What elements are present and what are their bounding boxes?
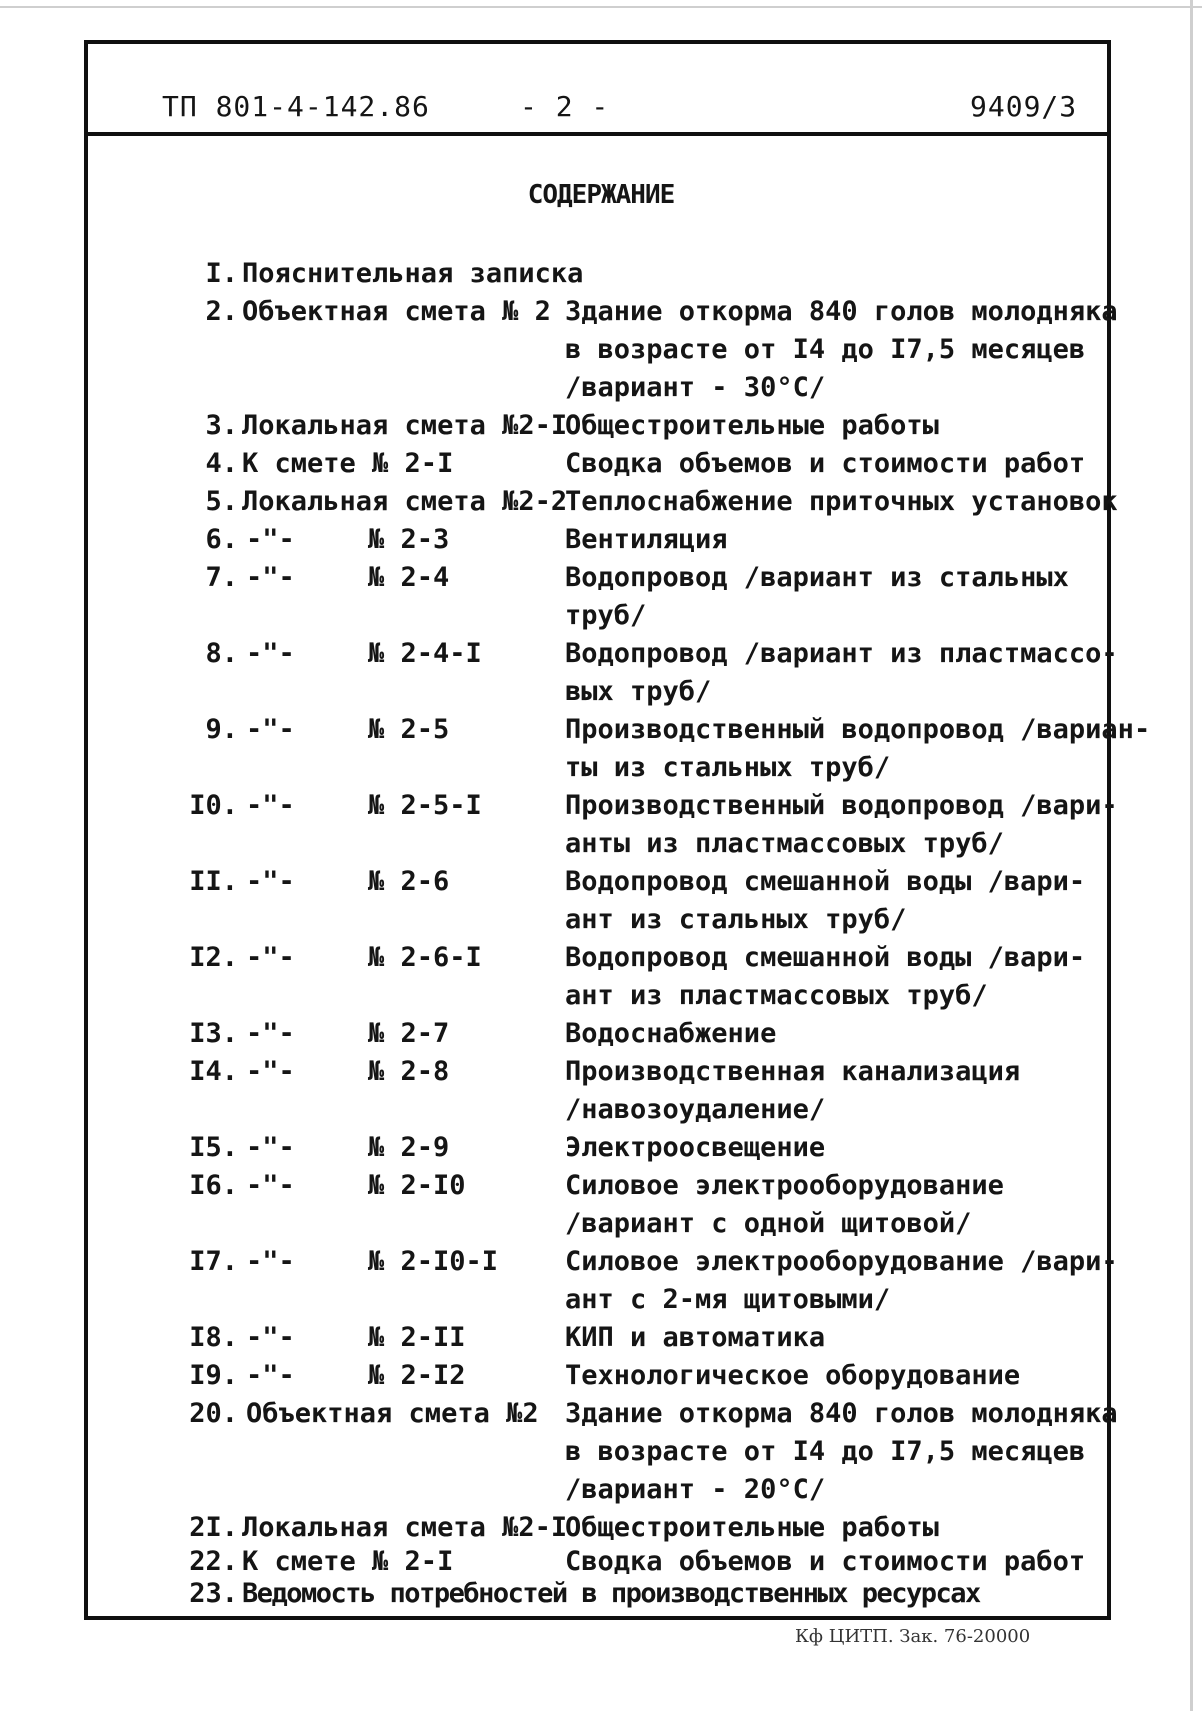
item-text: Водопровод смешанной воды /вари- <box>565 942 1086 973</box>
item-text: Силовое электрооборудование <box>565 1170 1004 1201</box>
item-ref: Объектная смета №2 <box>246 1398 539 1429</box>
item-ref: № 2-4 <box>368 562 450 593</box>
item-text: /вариант - 30°С/ <box>565 372 826 403</box>
item-text: Сводка объемов и стоимости работ <box>565 448 1086 479</box>
item-text: труб/ <box>565 600 647 631</box>
item-ref: Ведомость потребностей в производственных ресурсах <box>242 1578 980 1609</box>
scan-edge-right <box>1190 0 1193 1711</box>
item-number: I0. <box>189 790 238 821</box>
item-text: Пояснительная записка <box>242 258 584 289</box>
item-text: ты из стальных труб/ <box>565 752 891 783</box>
item-ref: Объектная смета № 2 <box>242 296 551 327</box>
doc-ref: 9409/3 <box>970 90 1078 123</box>
item-number: 9. <box>205 714 238 745</box>
item-ditto: -"- <box>246 866 295 897</box>
item-text: в возрасте от I4 до I7,5 месяцев <box>565 334 1086 365</box>
item-number: I5. <box>189 1132 238 1163</box>
item-number: I3. <box>189 1018 238 1049</box>
item-text: Вентиляция <box>565 524 728 555</box>
item-text: Электроосвещение <box>565 1132 826 1163</box>
item-text: ант из пластмассовых труб/ <box>565 980 988 1011</box>
item-ditto: -"- <box>246 942 295 973</box>
item-text: /вариант с одной щитовой/ <box>565 1208 972 1239</box>
item-ditto: -"- <box>246 1170 295 1201</box>
item-number: 2I. <box>189 1512 238 1543</box>
item-ref: № 2-7 <box>368 1018 450 1049</box>
item-ditto: -"- <box>246 790 295 821</box>
item-text: Теплоснабжение приточных установок <box>565 486 1118 517</box>
item-ref: № 2-I0-I <box>368 1246 499 1277</box>
doc-code: ТП 801-4-142.86 <box>162 90 430 123</box>
item-number: I6. <box>189 1170 238 1201</box>
item-number: I7. <box>189 1246 238 1277</box>
item-ditto: -"- <box>246 1246 295 1277</box>
item-number: 6. <box>205 524 238 555</box>
item-ref: К смете № 2-I <box>242 448 454 479</box>
item-number: 23. <box>189 1578 238 1609</box>
item-number: I. <box>205 258 238 289</box>
item-ref: № 2-9 <box>368 1132 450 1163</box>
item-ref: № 2-5 <box>368 714 450 745</box>
item-ref: № 2-I2 <box>368 1360 466 1391</box>
item-ditto: -"- <box>246 1056 295 1087</box>
page-title: СОДЕРЖАНИЕ <box>527 180 675 210</box>
item-ditto: -"- <box>246 524 295 555</box>
item-text: Водопровод /вариант из пластмассо- <box>565 638 1118 669</box>
item-text: Технологическое оборудование <box>565 1360 1021 1391</box>
item-ref: № 2-5-I <box>368 790 482 821</box>
page-number: - 2 - <box>520 90 610 123</box>
item-text: Общестроительные работы <box>565 1512 939 1543</box>
item-number: 7. <box>205 562 238 593</box>
item-text: ант из стальных труб/ <box>565 904 907 935</box>
item-text: /навозоудаление/ <box>565 1094 826 1125</box>
item-ref: № 2-6-I <box>368 942 482 973</box>
item-number: 2. <box>205 296 238 327</box>
item-ref: № 2-3 <box>368 524 450 555</box>
item-number: 20. <box>189 1398 238 1429</box>
item-text: Водопровод смешанной воды /вари- <box>565 866 1086 897</box>
item-ditto: -"- <box>246 714 295 745</box>
item-number: I4. <box>189 1056 238 1087</box>
item-text: Общестроительные работы <box>565 410 939 441</box>
item-ditto: -"- <box>246 638 295 669</box>
item-ditto: -"- <box>246 562 295 593</box>
item-text: КИП и автоматика <box>565 1322 826 1353</box>
item-number: II. <box>189 866 238 897</box>
item-text: Производственный водопровод /вариан- <box>565 714 1151 745</box>
item-ref: К смете № 2-I <box>242 1546 454 1577</box>
item-text: Производственный водопровод /вари- <box>565 790 1118 821</box>
item-ditto: -"- <box>246 1018 295 1049</box>
item-ref: № 2-I0 <box>368 1170 466 1201</box>
item-text: Здание откорма 840 голов молодняка <box>565 1398 1118 1429</box>
item-text: ант с 2-мя щитовыми/ <box>565 1284 891 1315</box>
item-ref: № 2-II <box>368 1322 466 1353</box>
item-text: Силовое электрооборудование /вари- <box>565 1246 1118 1277</box>
item-ref: Локальная смета №2-I <box>242 1512 568 1543</box>
item-text: Здание откорма 840 голов молодняка <box>565 296 1118 327</box>
item-text: Сводка объемов и стоимости работ <box>565 1546 1086 1577</box>
item-number: 8. <box>205 638 238 669</box>
item-text: Производственная канализация <box>565 1056 1021 1087</box>
item-ref: Локальная смета №2-I <box>242 410 568 441</box>
item-ref: № 2-8 <box>368 1056 450 1087</box>
item-text: Водоснабжение <box>565 1018 777 1049</box>
item-text: анты из пластмассовых труб/ <box>565 828 1004 859</box>
item-number: I2. <box>189 942 238 973</box>
item-text: /вариант - 20°С/ <box>565 1474 826 1505</box>
header-rule <box>84 132 1111 136</box>
item-number: 22. <box>189 1546 238 1577</box>
item-number: I8. <box>189 1322 238 1353</box>
item-number: I9. <box>189 1360 238 1391</box>
item-ref: Локальная смета №2-2 <box>242 486 568 517</box>
item-ditto: -"- <box>246 1132 295 1163</box>
item-text: в возрасте от I4 до I7,5 месяцев <box>565 1436 1086 1467</box>
item-ref: № 2-4-I <box>368 638 482 669</box>
item-ditto: -"- <box>246 1360 295 1391</box>
printer-footer: Кф ЦИТП. Зак. 76-20000 <box>795 1626 1031 1647</box>
scan-edge-top <box>0 6 1202 8</box>
item-number: 3. <box>205 410 238 441</box>
item-number: 5. <box>205 486 238 517</box>
item-ref: № 2-6 <box>368 866 450 897</box>
item-ditto: -"- <box>246 1322 295 1353</box>
item-text: Водопровод /вариант из стальных <box>565 562 1069 593</box>
item-text: вых труб/ <box>565 676 712 707</box>
item-number: 4. <box>205 448 238 479</box>
